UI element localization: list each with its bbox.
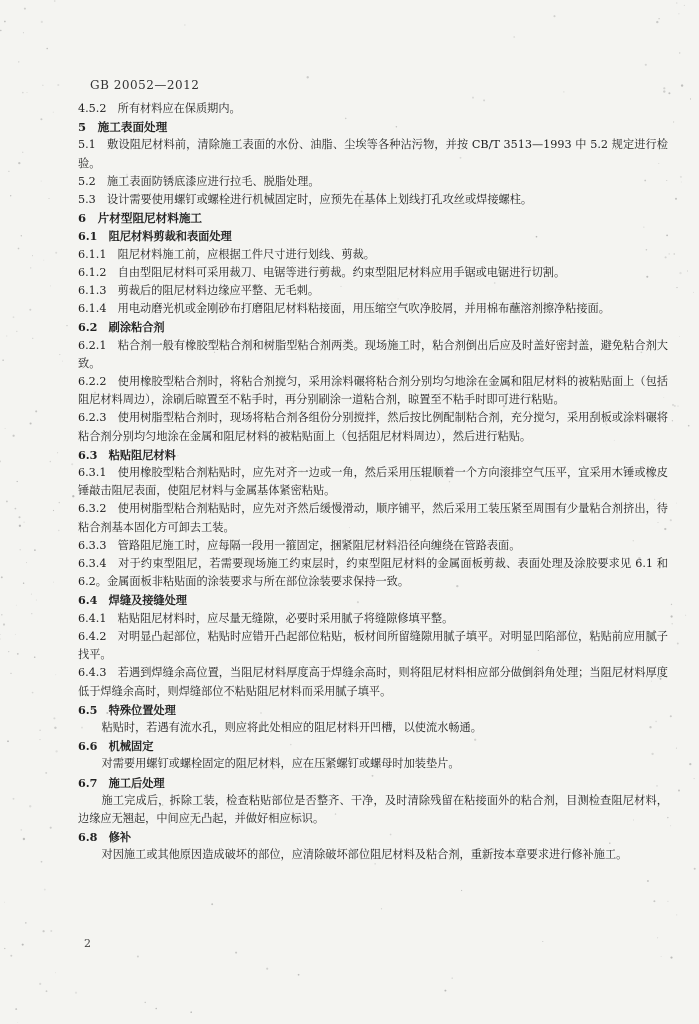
- document-body: [78, 100, 668, 865]
- paragraph: 6.1.1 阻尼材料施工前，应根据工件尺寸进行划线、剪裁。: [78, 247, 375, 261]
- paragraph: 5.1 敷设阻尼材料前，清除施工表面的水份、油脂、尘埃等各种沾污物，并按 CB/T 3513—1993 中 5.2 规定进行检验。: [78, 138, 668, 170]
- paragraph: 6.2.2 使用橡胶型粘合剂时，将粘合剂搅匀，采用涂料碾将粘合剂分别均匀地涂在金属和阻尼材料的被粘贴面上（包括阻尼材料周边），涂刷后晾置至不粘手时，再分别刷涂一道粘合剂，晾置至不粘手时即可进行粘贴。: [78, 375, 668, 407]
- section-heading: 6.8 修补: [78, 830, 132, 845]
- paragraph: 对需要用螺钉或螺栓固定的阻尼材料，应在压紧螺钉或螺母时加装垫片。: [101, 757, 460, 771]
- paragraph: 5.3 设计需要使用螺钉或螺栓进行机械固定时，应预先在基体上划线打孔攻丝或焊接螺柱。: [78, 193, 533, 207]
- paragraph: 6.1.3 剪裁后的阻尼材料边缘应平整、无毛刺。: [78, 284, 320, 298]
- page-number: 2: [84, 937, 91, 950]
- paragraph: 对因施工或其他原因造成破坏的部位，应清除破坏部位阻尼材料及粘合剂，重新按本章要求进行修补施工。: [101, 848, 628, 862]
- paragraph: 6.3.4 对于约束型阻尼，若需要现场施工约束层时，约束型阻尼材料的金属面板剪裁、表面处理及涂胶要求见 6.1 和 6.2。金属面板非粘贴面的涂装要求与所在部位涂装要求保持一致。: [78, 557, 668, 589]
- paragraph: 6.1.2 自由型阻尼材料可采用裁刀、电锯等进行剪裁。约束型阻尼材料应用手锯或电锯进行切割。: [78, 265, 566, 279]
- paragraph: 6.2.3 使用树脂型粘合剂时，现场将粘合剂各组份分别搅拌，然后按比例配制粘合剂，充分搅匀，采用刮板或涂料碾将粘合剂分别均匀地涂在金属和阻尼材料的被粘贴面上（包括阻尼材料周边），然后进行粘贴。: [78, 411, 668, 443]
- section-heading: 6.5 特殊位置处理: [78, 702, 176, 717]
- paragraph: 6.3.3 管路阻尼施工时，应每隔一段用一箍固定，捆紧阻尼材料沿径向缠绕在管路表面。: [78, 538, 521, 552]
- section-heading: 6 片材型阻尼材料施工: [78, 211, 203, 226]
- section-heading: 6.2 刷涂粘合剂: [78, 320, 165, 335]
- paragraph: 粘贴时，若遇有流水孔，则应将此处相应的阻尼材料开凹槽，以使流水畅通。: [101, 720, 482, 734]
- section-heading: 6.6 机械固定: [78, 739, 154, 754]
- paragraph: 6.3.1 使用橡胶型粘合剂粘贴时，应先对齐一边或一角，然后采用压辊顺着一个方向滚排空气压平，宜采用木锤或橡皮锤敲击阻尼表面，使阻尼材料与金属基体紧密粘贴。: [78, 466, 668, 498]
- paragraph: 6.3.2 使用树脂型粘合剂粘贴时，应先对齐然后缓慢滑动，顺序铺平，然后采用工装压紧至周围有少量粘合剂挤出，待粘合剂基本固化方可卸去工装。: [78, 502, 668, 534]
- section-heading: 5 施工表面处理: [78, 120, 168, 135]
- section-heading: 6.3 粘贴阻尼材料: [78, 447, 176, 462]
- paragraph: 6.4.1 粘贴阻尼材料时，应尽量无缝隙，必要时采用腻子将缝隙修填平整。: [78, 611, 454, 625]
- paragraph: 6.2.1 粘合剂一般有橡胶型粘合剂和树脂型粘合剂两类。现场施工时，粘合剂倒出后应及时盖好密封盖，避免粘合剂大致。: [78, 338, 668, 370]
- paragraph: 6.4.2 对明显凸起部位，粘贴时应错开凸起部位粘贴，板材间所留缝隙用腻子填平。对明显凹陷部位，粘贴前应用腻子找平。: [78, 629, 668, 662]
- paragraph: 6.1.4 用电动磨光机或金刚砂布打磨阻尼材料粘接面，用压缩空气吹净胶屑，并用棉布蘸溶剂擦净粘接面。: [78, 302, 610, 316]
- paragraph: 6.4.3 若遇到焊缝余高位置，当阻尼材料厚度高于焊缝余高时，则将阻尼材料相应部分做倒斜角处理；当阻尼材料厚度低于焊缝余高时，则焊缝部位不粘贴阻尼材料而采用腻子填平。: [78, 666, 668, 698]
- section-heading: 6.4 焊缝及接缝处理: [78, 593, 187, 608]
- section-heading: 6.7 施工后处理: [78, 775, 165, 790]
- standard-code-header: GB 20052—2012: [90, 78, 200, 92]
- section-heading: 6.1 阻尼材料剪裁和表面处理: [78, 229, 232, 244]
- paragraph: 5.2 施工表面防锈底漆应进行拉毛、脱脂处理。: [78, 174, 320, 188]
- paragraph: 4.5.2 所有材料应在保质期内。: [78, 102, 241, 115]
- paragraph: 施工完成后，拆除工装，检查粘贴部位是否整齐、干净，及时清除残留在粘接面外的粘合剂，目测检查阻尼材料，边缘应无翘起，中间应无凸起，并做好相应标识。: [78, 793, 668, 825]
